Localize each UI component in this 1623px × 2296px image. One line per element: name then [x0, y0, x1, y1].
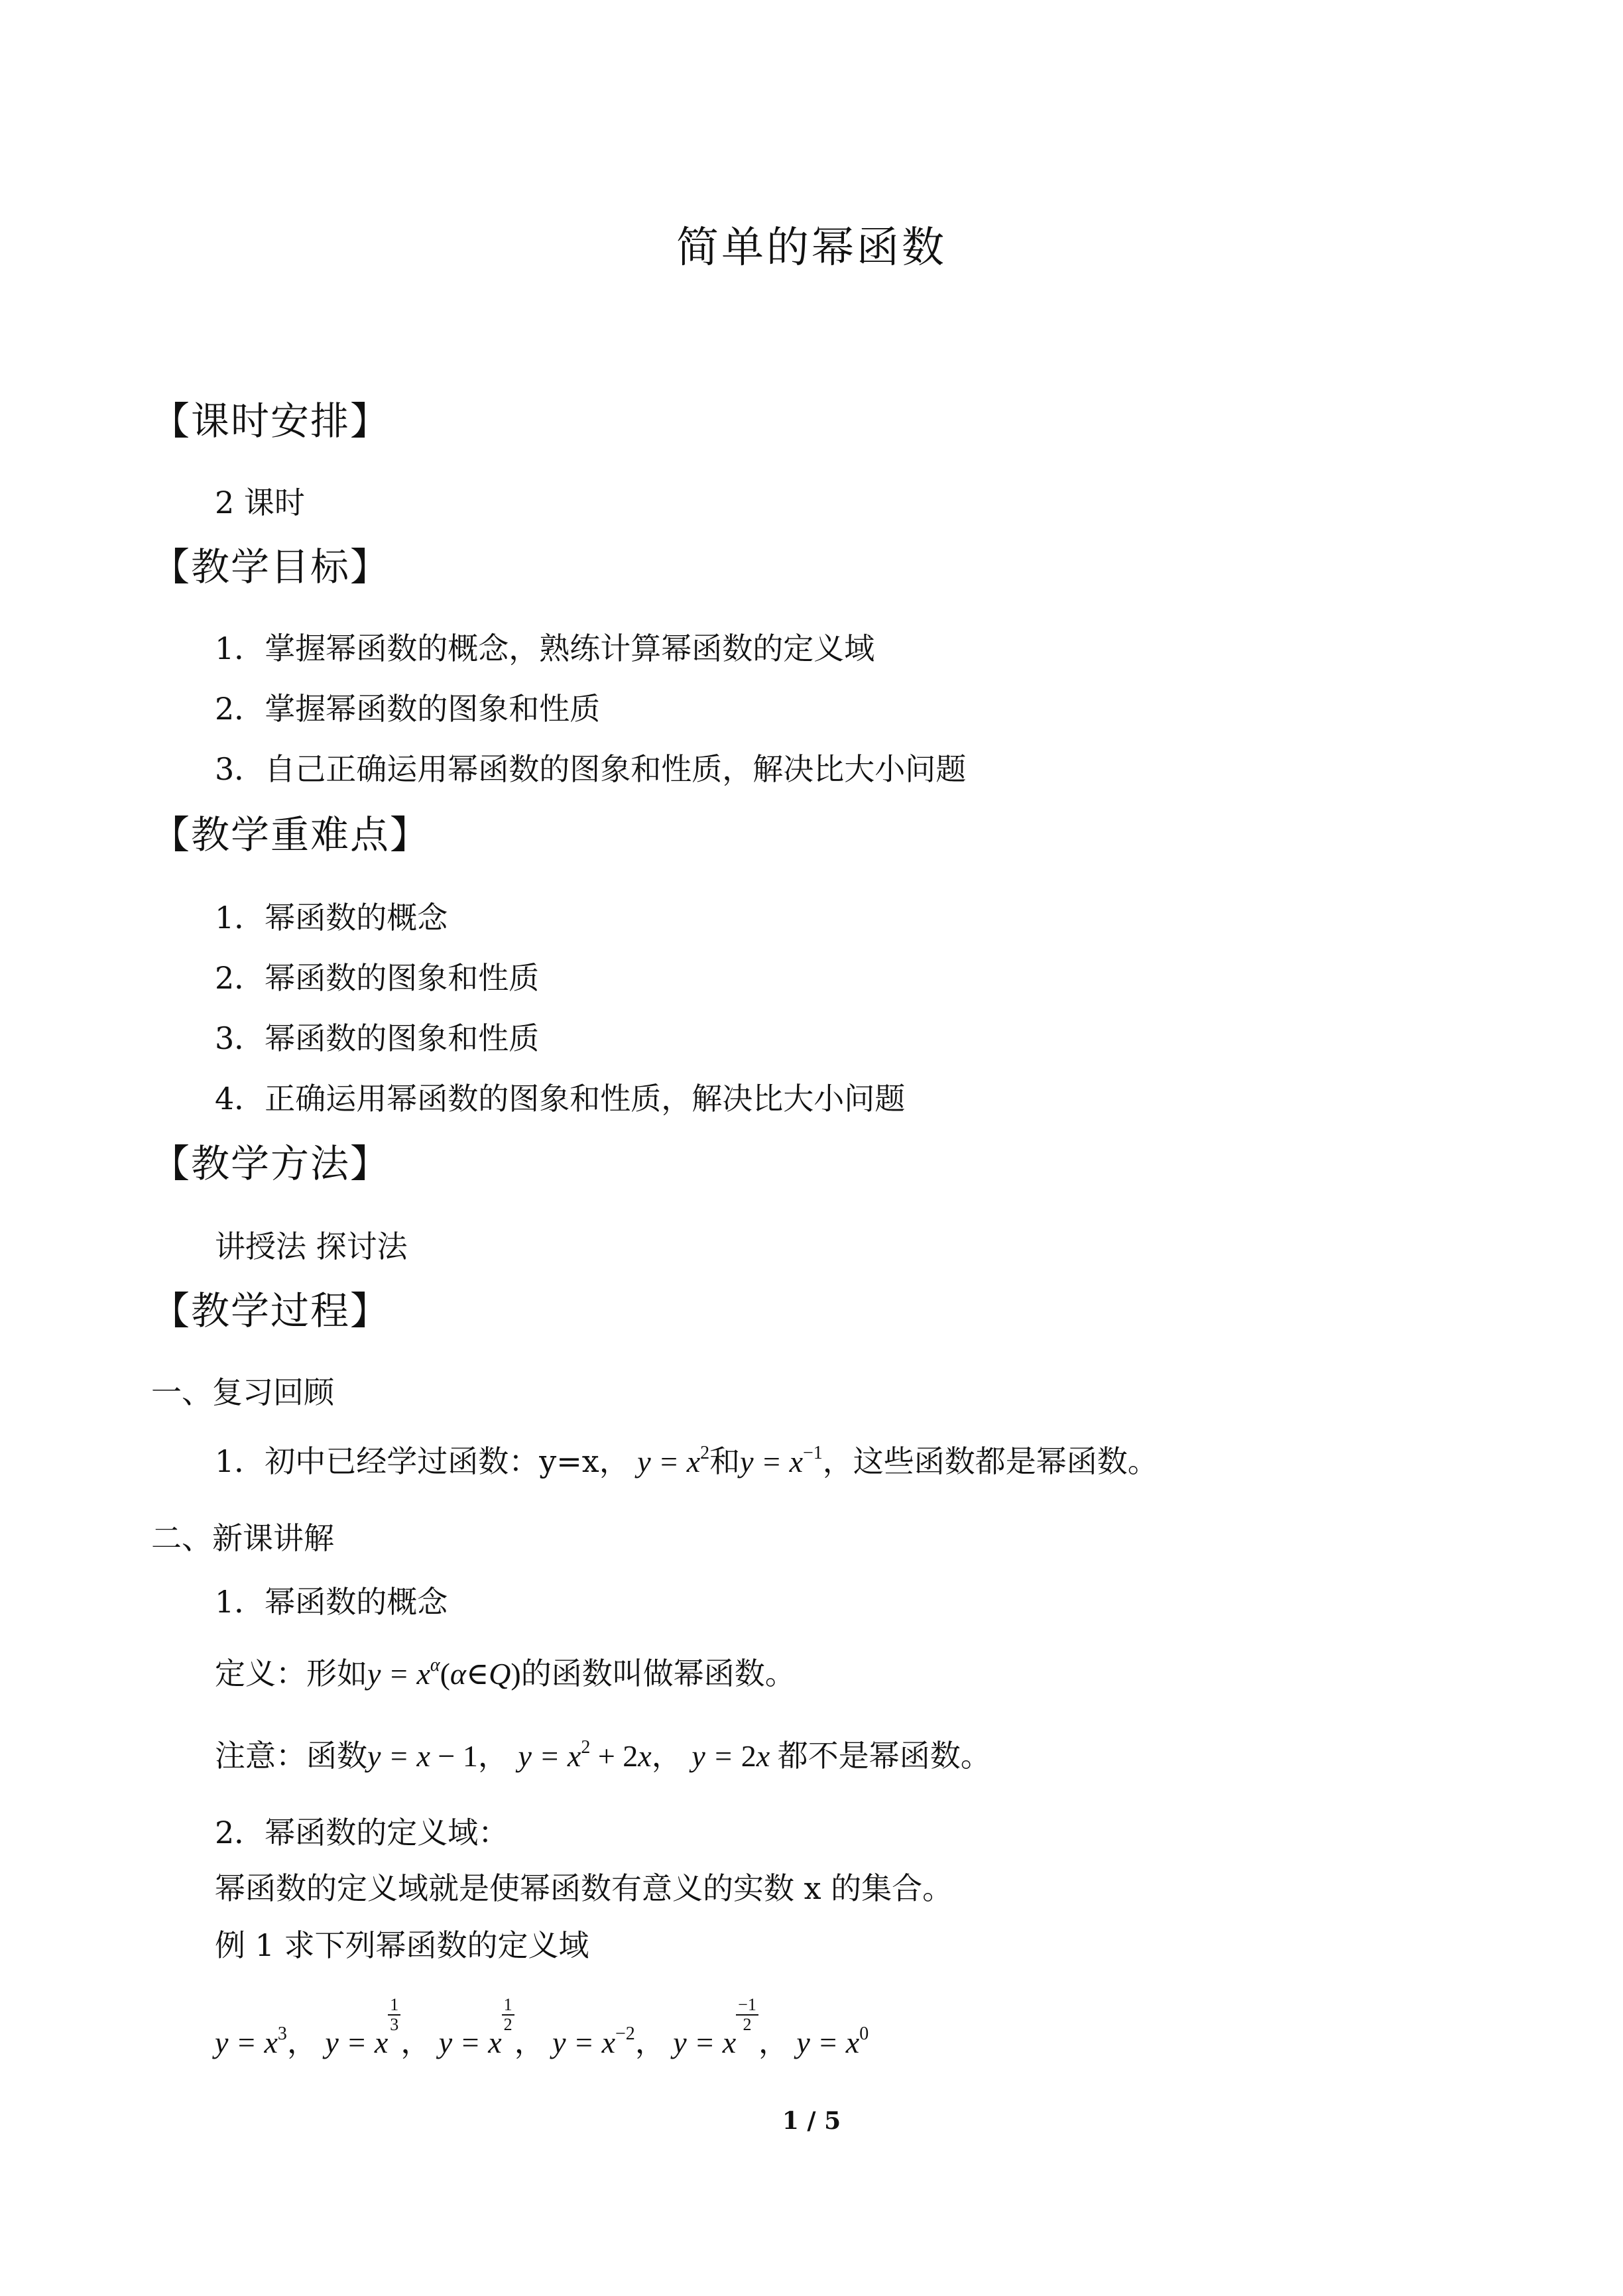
formula-x-inverse: $y = x^{-1}$ [740, 1443, 823, 1479]
formula-note-3: y = 2x [691, 1739, 778, 1773]
note-line: 注意：函数y = x − 1， $y = x^2 + 2x$， y = 2x 都不是幂函数。 [215, 1737, 991, 1774]
formula-x-neg-two: $y = x^{-2}$ [552, 2024, 635, 2059]
review-heading: 一、复习回顾 [151, 1374, 334, 1410]
keypoint-item-1: 1．幂函数的概念 [215, 900, 448, 936]
formula-note-2: $y = x^2 + 2x$ [518, 1737, 652, 1773]
formula-x-cubed: $y = x^3$ [215, 2024, 287, 2059]
formula-note-1: y = x − 1 [367, 1739, 478, 1773]
schedule-content: 2 课时 [215, 485, 305, 520]
example-formulas: $y = x^3$， y = x $\frac{1}{3}$ ， y = x $\frac{1}{2}$ ， $y = x^{-2}$， y = x $\frac{-1}{2}$ ， $y = x^0$ [215, 1995, 869, 2059]
keypoint-item-2: 2．幂函数的图象和性质 [215, 960, 540, 996]
objective-item-1: 1．掌握幂函数的概念，熟练计算幂函数的定义域 [215, 631, 875, 666]
formula-x-one-half: y = x $\frac{1}{2}$ [439, 2025, 514, 2059]
formula-x-squared: $y = x^2$ [629, 1443, 710, 1479]
page-number: 1 / 5 [782, 2107, 841, 2135]
heading-schedule: 【课时安排】 [151, 398, 391, 444]
document-title: 简单的幂函数 [676, 223, 947, 272]
heading-keypoints: 【教学重难点】 [151, 812, 430, 857]
new-lesson-heading: 二、新课讲解 [151, 1520, 334, 1556]
objective-item-2: 2．掌握幂函数的图象和性质 [215, 691, 601, 727]
formula-definition: $y = x^\alpha(\alpha\in Q)$ [367, 1655, 521, 1691]
heading-process: 【教学过程】 [151, 1288, 391, 1333]
heading-objectives: 【教学目标】 [151, 544, 391, 589]
formula-x-zero: $y = x^0$ [796, 2024, 869, 2059]
formula-x-neg-half: y = x $\frac{-1}{2}$ [673, 2025, 758, 2059]
keypoint-item-3: 3．幂函数的图象和性质 [215, 1020, 540, 1056]
review-line: 1．初中已经学过函数：y=x， $y = x^2$和$y = x^{-1}$，这些函数都是幂函数。 [215, 1443, 1158, 1479]
domain-description: 幂函数的定义域就是使幂函数有意义的实数 x 的集合。 [215, 1870, 953, 1906]
definition-line: 定义：形如$y = x^\alpha(\alpha\in Q)$的函数叫做幂函数。 [215, 1655, 796, 1691]
objective-item-3: 3．自己正确运用幂函数的图象和性质，解决比大小问题 [215, 751, 967, 787]
concept-title: 1．幂函数的概念 [215, 1584, 448, 1620]
keypoint-item-4: 4．正确运用幂函数的图象和性质，解决比大小问题 [215, 1081, 906, 1117]
methods-content: 讲授法 探讨法 [215, 1229, 408, 1264]
example-title: 例 1 求下列幂函数的定义域 [215, 1927, 589, 1963]
heading-methods: 【教学方法】 [151, 1141, 391, 1186]
formula-x-one-third: y = x $\frac{1}{3}$ [325, 2025, 400, 2059]
domain-title: 2．幂函数的定义域： [215, 1815, 509, 1850]
